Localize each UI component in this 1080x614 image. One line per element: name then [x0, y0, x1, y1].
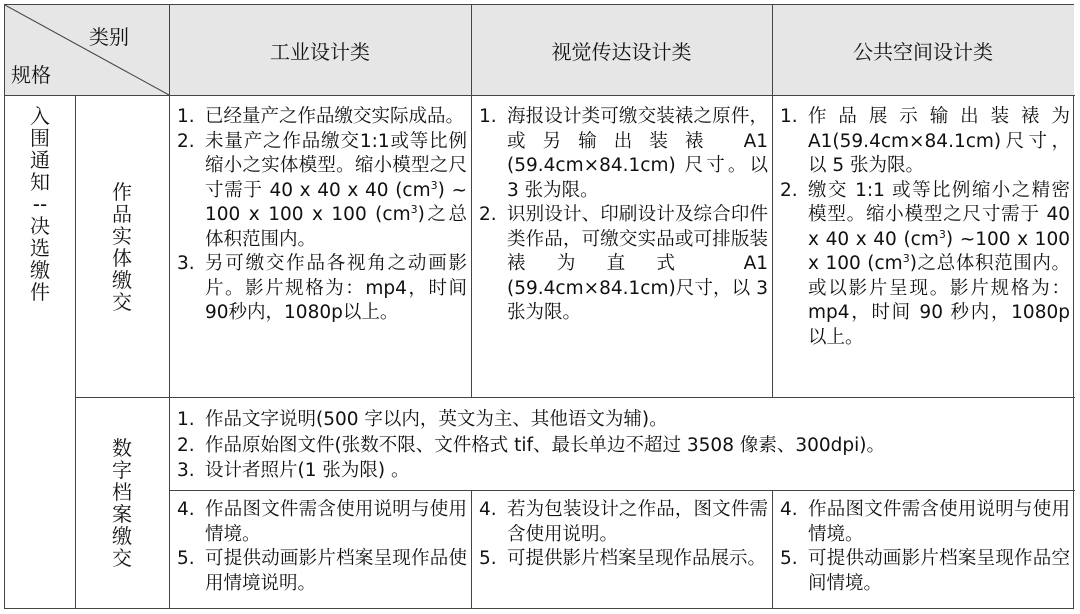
- list-item: 4. 作品图文件需含使用说明与使用情境。: [780, 499, 1070, 545]
- divider-line: [5, 95, 1075, 96]
- vertical-label-char: 知: [30, 170, 50, 194]
- vertical-label-char: 通: [30, 148, 50, 172]
- list-item: 5. 可提供影片档案呈现作品展示。: [479, 548, 767, 569]
- list-item: 1. 作品展示输出装裱为 A1(59.4cm×84.1cm)尺寸，以 5 张为限。: [780, 106, 1070, 176]
- list-item: 4. 若为包装设计之作品，图文件需含使用说明。: [479, 499, 768, 545]
- row-label-physical: [75, 181, 169, 313]
- list-item: 5. 可提供动画影片档案呈现作品空间情境。: [780, 548, 1070, 594]
- vertical-label-char: 数: [112, 436, 132, 460]
- header-public: 公共空间设计类: [772, 5, 1074, 95]
- cell-physical-visual: [475, 105, 768, 326]
- corner-label-category: 类别: [89, 25, 129, 49]
- vertical-label-char: 缴: [112, 268, 132, 292]
- header-industrial: 工业设计类: [169, 5, 471, 95]
- divider-line: [471, 5, 472, 397]
- vertical-label-char: 案: [112, 502, 132, 526]
- divider-line: [772, 5, 773, 397]
- vertical-label-char: 交: [112, 546, 132, 570]
- list-item: 1. 作品文字说明(500 字以内，英文为主、其他语文为辅)。: [177, 409, 668, 430]
- cell-digital-visual: [475, 498, 768, 572]
- vertical-label-char: 品: [112, 202, 132, 226]
- divider-line: [471, 490, 472, 608]
- vertical-label-char: 决: [30, 214, 50, 238]
- vertical-label-char: 交: [112, 290, 132, 314]
- vertical-label-char: 作: [112, 180, 132, 204]
- divider-line: [169, 5, 170, 608]
- list-item: 2. 识别设计、印刷设计及综合印件类作品，可缴交实品或可排版装裱为直式 A1 (59.4cm×84.1cm)尺寸，以 3 张为限。: [479, 204, 768, 323]
- vertical-label-char: 缴: [30, 258, 50, 282]
- list-item: 2. 作品原始图文件(张数不限、文件格式 tif、最长单边不超过 3508 像素、300dpi)。: [177, 434, 886, 456]
- vertical-label-char: 缴: [112, 524, 132, 548]
- list-item: 3. 另可缴交作品各视角之动画影片。影片规格为：mp4，时间90秒内，1080p以上。: [177, 253, 467, 323]
- row-label-shortlist: [5, 105, 75, 303]
- cell-physical-industrial: [173, 105, 467, 326]
- corner-label-spec: 规格: [11, 63, 51, 87]
- cell-digital-public: [776, 498, 1070, 596]
- corner-header-cell: [5, 5, 169, 95]
- divider-line: [169, 490, 1075, 491]
- list-item: 1. 已经量产之作品缴交实际成品。: [177, 106, 465, 127]
- vertical-label-char: 入: [30, 104, 50, 128]
- spec-table: [4, 4, 1074, 609]
- vertical-label-char: 选: [30, 236, 50, 260]
- vertical-label-char: 件: [30, 280, 50, 304]
- vertical-label-char: 围: [30, 126, 50, 150]
- list-item: 2. 未量产之作品缴交1:1或等比例缩小之实体模型。缩小模型之尺寸需于 40 x 40 x 40 $(cm^3)$ ~ 100 x 100 x 100 $(cm^3)$之总体积范围内。: [177, 130, 467, 250]
- list-item: 4. 作品图文件需含使用说明与使用情境。: [177, 499, 467, 545]
- row-label-digital: [75, 437, 169, 569]
- vertical-label-char: 档: [112, 480, 132, 504]
- divider-line: [772, 490, 773, 608]
- cell-physical-public: [776, 105, 1070, 350]
- cell-digital-industrial: [173, 498, 467, 596]
- list-item: 1. 海报设计类可缴交装裱之原件，或另输出装裱 A1 (59.4cm×84.1cm) 尺寸。以 3 张为限。: [479, 106, 768, 201]
- vertical-label-char: 体: [112, 246, 132, 270]
- header-visual: 视觉传达设计类: [471, 5, 772, 95]
- divider-line: [75, 397, 1075, 398]
- list-item: 3. 设计者照片(1 张为限) 。: [177, 460, 410, 481]
- vertical-label-char: --: [32, 192, 48, 216]
- cell-digital-common: [173, 407, 1071, 484]
- vertical-label-char: 实: [112, 224, 132, 248]
- vertical-label-char: 字: [112, 458, 132, 482]
- list-item: 5. 可提供动画影片档案呈现作品使用情境说明。: [177, 548, 467, 594]
- list-item: 2. 缴交 1:1 或等比例缩小之精密模型。缩小模型之尺寸需于 40 x 40 x 40 $(cm^3)$ ~100 x 100 x 100 $(cm^3)$之总体积范围内。或以影片呈现。影片规格为：mp4，时间 90 秒内，1080p 以上。: [780, 179, 1070, 348]
